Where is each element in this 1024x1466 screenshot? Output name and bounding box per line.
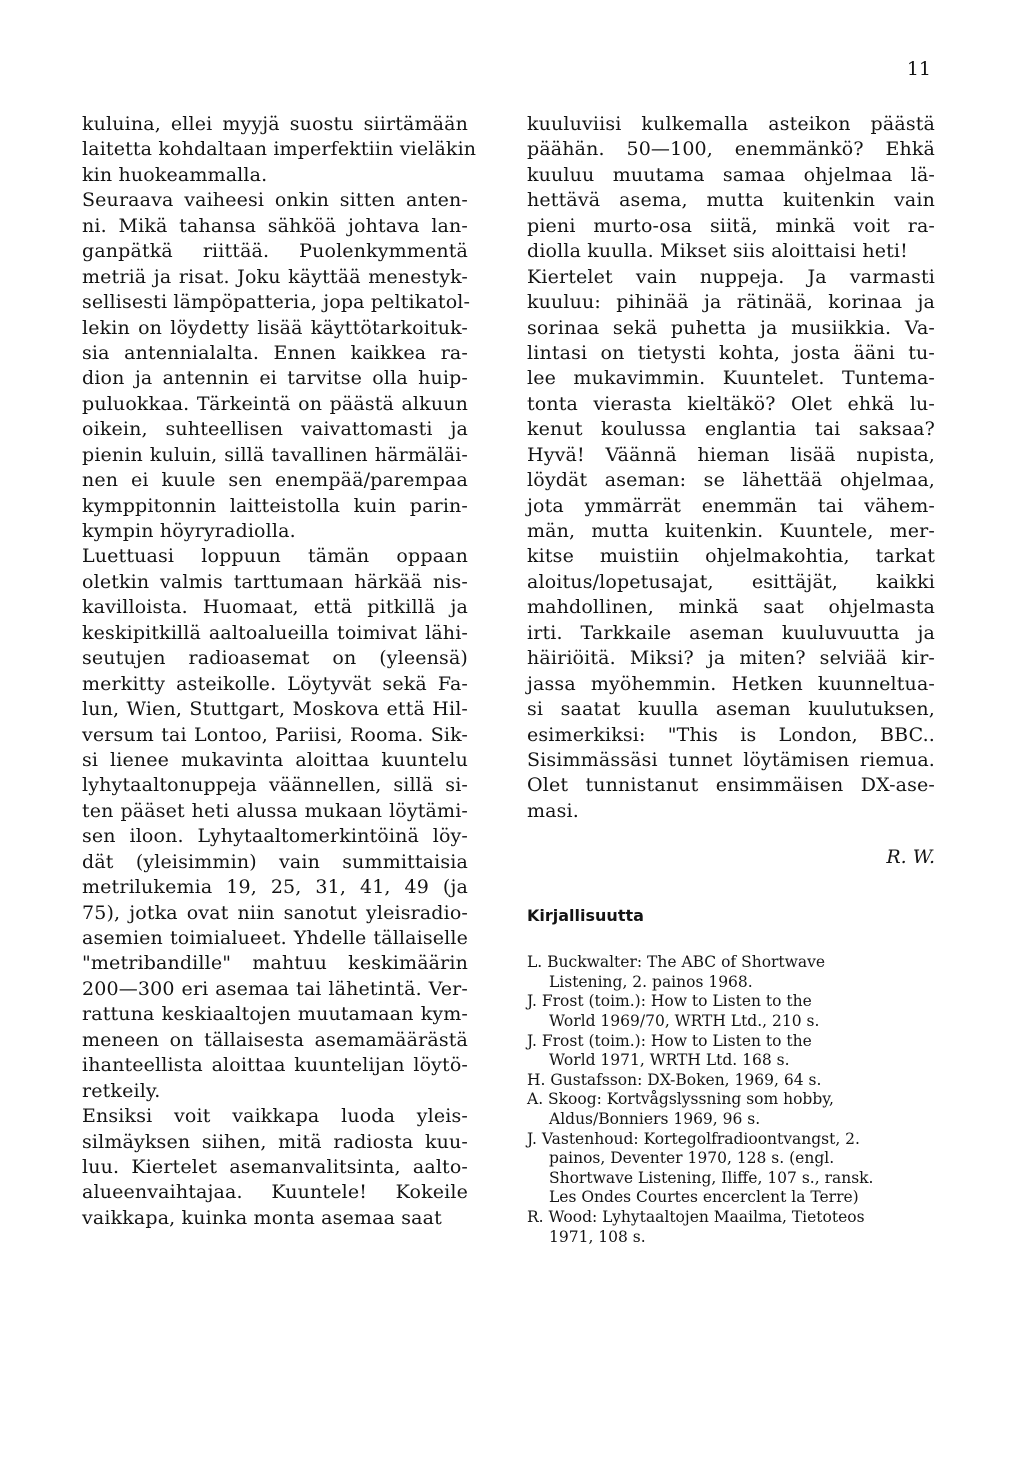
reference-line: Shortwave Listening, Iliffe, 107 s., ransk.: [549, 1168, 874, 1187]
left-line: retkeily.: [82, 1079, 161, 1102]
right-line: tonta vierasta kieltäkö? Olet ehkä lu-: [527, 392, 935, 415]
left-line: sellisesti lämpöpatteria, jopa peltikatol-: [82, 291, 471, 314]
references-heading: Kirjallisuutta: [527, 906, 644, 926]
right-line: män, mutta kuitenkin. Kuuntele, mer-: [527, 520, 935, 542]
right-line: kuuluu muutama samaa ohjelmaa lä-: [527, 163, 935, 186]
left-line: "metribandille" mahtuu keskimäärin: [82, 952, 468, 975]
right-line: kuuluviisi kulkemalla asteikon päästä: [527, 113, 935, 135]
left-line: kuluina, ellei myyjä suostu siirtämään: [82, 113, 468, 135]
right-line: häiriöitä. Miksi? ja miten? selviää kir-: [527, 647, 935, 670]
right-line: masi.: [527, 799, 579, 822]
left-line: metrilukemia 19, 25, 31, 41, 49 (ja: [82, 876, 468, 899]
reference-line: 1971, 108 s.: [549, 1227, 646, 1246]
signature: R. W.: [886, 846, 935, 869]
right-line: Sisimmässäsi tunnet löytämisen riemua.: [527, 748, 935, 771]
left-line: silmäyksen siihen, mitä radiosta kuu-: [82, 1130, 468, 1153]
left-line: Seuraava vaiheesi onkin sitten anten-: [82, 189, 468, 212]
left-line: sen iloon. Lyhytaaltomerkintöinä löy-: [82, 825, 468, 848]
left-column: [82, 112, 477, 1231]
left-line: ganpätkä riittää. Puolenkymmentä: [82, 240, 468, 263]
reference-line: L. Buckwalter: The ABC of Shortwave: [527, 953, 826, 972]
left-line: ten pääset heti alussa mukaan löytämi-: [82, 799, 468, 822]
left-line: luu. Kiertelet asemanvalitsinta, aalto-: [82, 1155, 468, 1178]
right-line: hettävä asema, mutta kuitenkin vain: [527, 189, 935, 212]
left-line: puluokkaa. Tärkeintä on päästä alkuun: [82, 392, 468, 415]
reference-line: R. Wood: Lyhytaaltojen Maailma, Tietoteos: [527, 1207, 865, 1226]
right-line: lee mukavimmin. Kuuntelet. Tuntema-: [527, 367, 935, 390]
right-line: päähän. 50—100, enemmänkö? Ehkä: [527, 138, 935, 161]
reference-item: [527, 953, 935, 992]
left-line: kavilloista. Huomaat, että pitkillä ja: [82, 596, 468, 619]
left-line: kympin höyryradiolla.: [82, 520, 296, 542]
reference-line: J. Frost (toim.): How to Listen to the: [527, 992, 812, 1011]
left-line: merkitty asteikolle. Löytyvät sekä Fa-: [82, 672, 468, 695]
reference-item: [527, 1090, 935, 1129]
right-line: mahdollinen, minkä saat ohjelmasta: [527, 596, 935, 619]
left-line: pienin kuluin, sillä tavallinen härmäläi-: [82, 443, 468, 466]
left-line: Luettuasi loppuun tämän oppaan: [82, 545, 468, 568]
right-line: kenut koulussa englantia tai saksaa?: [527, 418, 935, 441]
page-number: 11: [906, 58, 931, 80]
left-line: kymppitonnin laitteistolla kuin parin-: [82, 494, 468, 517]
reference-line: J. Frost (toim.): How to Listen to the: [527, 1031, 812, 1050]
left-line: versum tai Lontoo, Pariisi, Rooma. Sik-: [82, 723, 468, 746]
left-line: oletkin valmis tarttumaan härkää nis-: [82, 570, 468, 593]
reference-item: [527, 1208, 935, 1247]
right-line: Olet tunnistanut ensimmäisen DX-ase-: [527, 774, 935, 797]
right-line: kuuluu: pihinää ja rätinää, korinaa ja: [527, 291, 935, 314]
left-line: si lienee mukavinta aloittaa kuuntelu: [82, 748, 468, 771]
reference-line: Listening, 2. painos 1968.: [549, 972, 753, 991]
left-line: laitetta kohdaltaan imperfektiin vieläkin: [82, 138, 477, 161]
left-line: dion ja antennin ei tarvitse olla huip-: [82, 367, 468, 390]
reference-line: World 1969/70, WRTH Ltd., 210 s.: [549, 1012, 820, 1031]
left-line: seutujen radioasemat on (yleensä): [82, 647, 468, 670]
left-line: meneen on tällaisesta asemamäärästä: [82, 1028, 468, 1051]
right-line: Kiertelet vain nuppeja. Ja varmasti: [527, 265, 935, 288]
right-column-text: [527, 112, 935, 824]
left-line: kin huokeammalla.: [82, 163, 268, 186]
right-line: si saatat kuulla aseman kuulutuksen,: [527, 698, 935, 721]
right-line: pieni murto-osa siitä, minkä voit ra-: [527, 214, 935, 237]
left-line: lyhytaaltonuppeja väännellen, sillä si-: [82, 774, 468, 797]
right-line: irti. Tarkkaile aseman kuuluvuutta ja: [527, 621, 935, 644]
left-line: lekin on löydetty lisää käyttötarkoituk-: [82, 316, 468, 339]
left-line: nen ei kuule sen enempää/parempaa: [82, 469, 468, 492]
reference-item: [527, 992, 935, 1031]
left-line: sia antennialalta. Ennen kaikkea ra-: [82, 341, 468, 364]
reference-item: [527, 1130, 935, 1208]
right-line: aloitus/lopetusajat, esittäjät, kaikki: [527, 570, 935, 593]
left-line: dät (yleisimmin) vain summittaisia: [82, 850, 468, 873]
right-line: diolla kuulla. Mikset siis aloittaisi heti!: [527, 240, 908, 263]
reference-line: Aldus/Bonniers 1969, 96 s.: [549, 1110, 761, 1128]
reference-line: A. Skoog: Kortvågslyssning som hobby,: [527, 1090, 834, 1109]
left-line: keskipitkillä aaltoalueilla toimivat lähi-: [82, 621, 468, 644]
left-line: rattuna keskiaaltojen muutamaan kym-: [82, 1003, 468, 1026]
reference-line: J. Vastenhoud: Kortegolfradioontvangst, 2.: [527, 1129, 860, 1148]
left-line: ni. Mikä tahansa sähköä johtava lan-: [82, 214, 468, 237]
right-line: löydät aseman: se lähettää ohjelmaa,: [527, 469, 935, 492]
right-column: [527, 112, 935, 1247]
right-line: kitse muistiin ohjelmakohtia, tarkat: [527, 545, 935, 568]
left-line: alueenvaihtajaa. Kuuntele! Kokeile: [82, 1181, 468, 1204]
right-line: sorinaa sekä puhetta ja musiikkia. Va-: [527, 316, 935, 339]
reference-line: World 1971, WRTH Ltd. 168 s.: [549, 1051, 790, 1070]
left-line: 200—300 eri asemaa tai lähetintä. Ver-: [82, 977, 468, 1000]
reference-item: [527, 1071, 935, 1091]
right-line: jassa myöhemmin. Hetken kuunneltua-: [527, 672, 935, 695]
reference-line: H. Gustafsson: DX-Boken, 1969, 64 s.: [527, 1070, 822, 1089]
left-line: lun, Wien, Stuttgart, Moskova että Hil-: [82, 698, 468, 721]
right-line: lintasi on tietysti kohta, josta ääni tu-: [527, 341, 935, 364]
left-line: vaikkapa, kuinka monta asemaa saat: [82, 1206, 442, 1229]
right-line: jota ymmärrät enemmän tai vähem-: [527, 494, 935, 517]
references-list: [527, 953, 935, 1247]
reference-line: painos, Deventer 1970, 128 s. (engl.: [549, 1149, 835, 1168]
right-line: Hyvä! Väännä hieman lisää nupista,: [527, 443, 935, 466]
left-line: Ensiksi voit vaikkapa luoda yleis-: [82, 1105, 468, 1128]
left-line: asemien toimialueet. Yhdelle tällaiselle: [82, 927, 468, 949]
left-line: oikein, suhteellisen vaivattomasti ja: [82, 418, 468, 441]
reference-line: Les Ondes Courtes encerclent la Terre): [549, 1188, 859, 1207]
right-line: esimerkiksi: "This is London, BBC..: [527, 723, 935, 746]
left-line: metriä ja risat. Joku käyttää menestyk-: [82, 265, 468, 288]
left-line: 75), jotka ovat niin sanotut yleisradio-: [82, 901, 468, 924]
left-line: ihanteellista aloittaa kuuntelijan löytö-: [82, 1054, 468, 1077]
reference-item: [527, 1032, 935, 1071]
